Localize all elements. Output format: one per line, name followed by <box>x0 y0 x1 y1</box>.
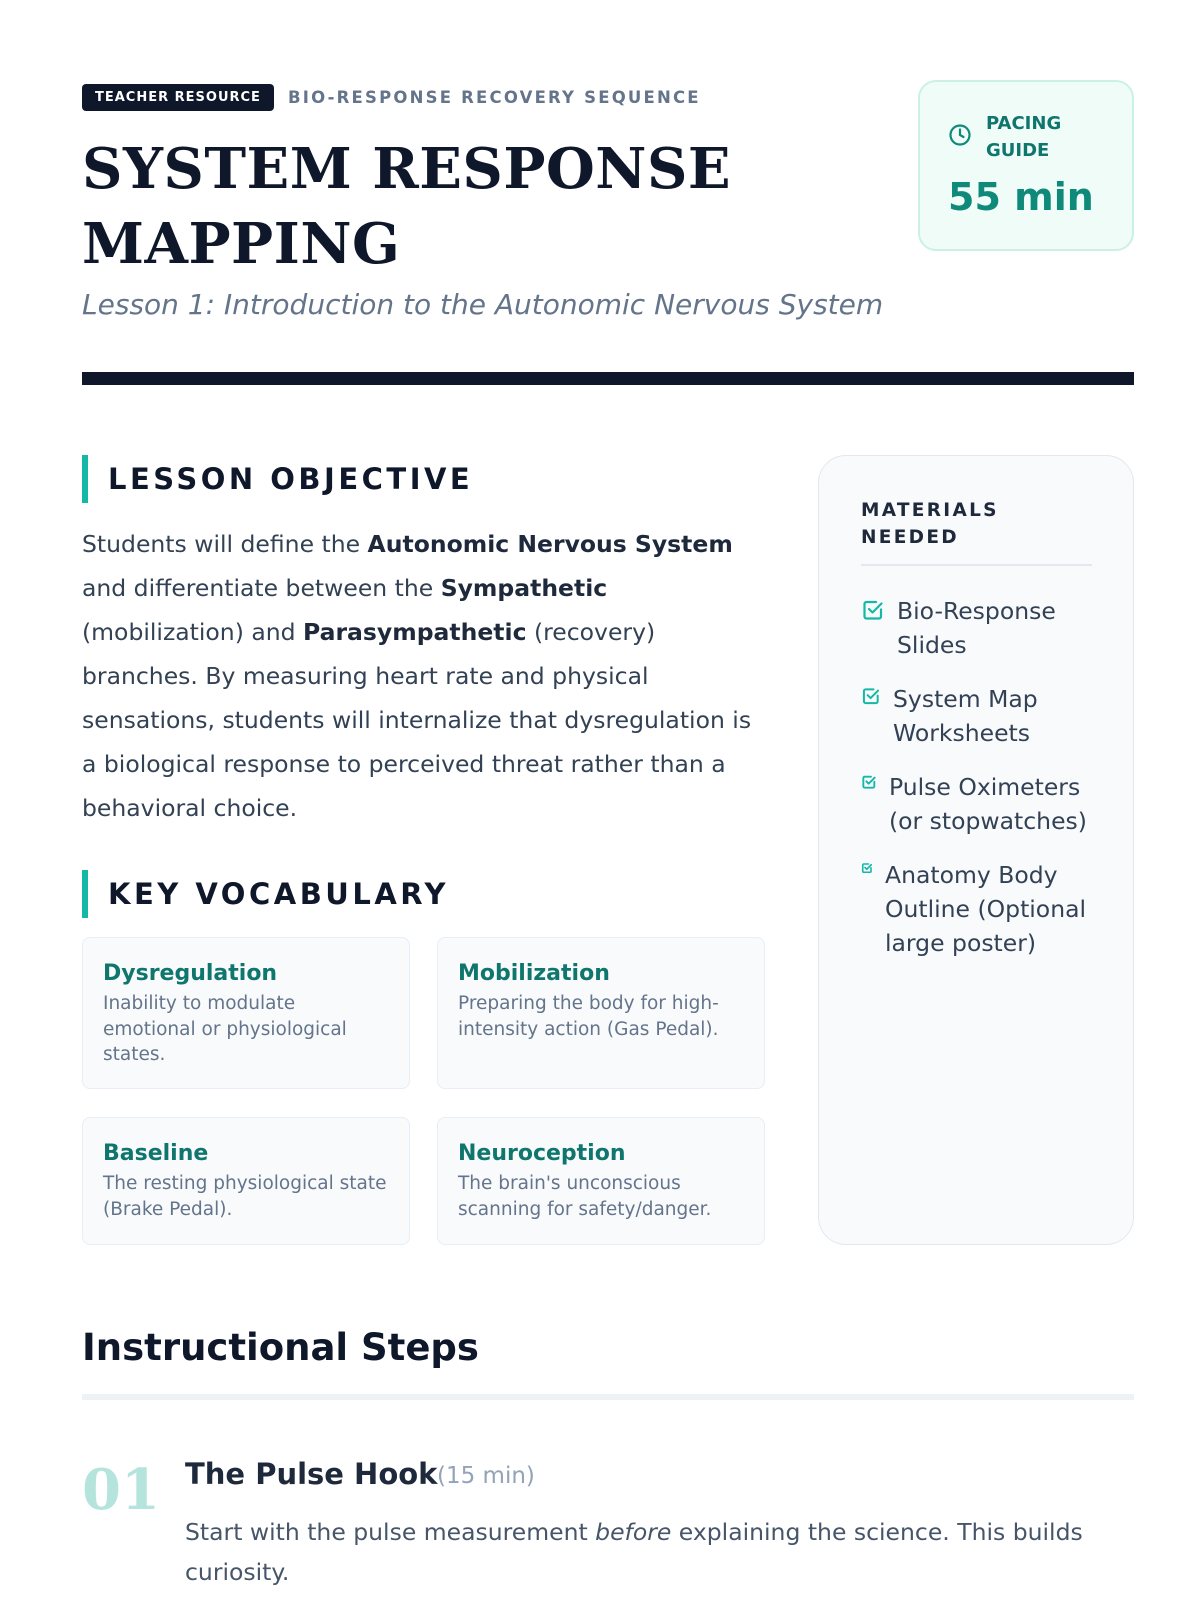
header-divider <box>82 372 1134 385</box>
title-line-2: MAPPING <box>82 211 401 277</box>
step-description <box>185 1512 1085 1592</box>
accent-bar <box>82 455 88 503</box>
vocab-card <box>82 937 410 1089</box>
lesson-page <box>82 0 1134 1600</box>
vocab-definition: Inability to modulate emotional or physiological states. <box>103 993 347 1065</box>
clock-icon <box>948 123 972 147</box>
materials-divider <box>861 564 1092 566</box>
title-line-1: SYSTEM RESPONSE <box>82 136 732 202</box>
materials-item <box>861 594 1101 662</box>
materials-title: MATERIALS NEEDED <box>861 500 999 548</box>
materials-item <box>861 682 1101 750</box>
objective-text <box>82 522 772 830</box>
checkbox-icon <box>861 598 885 622</box>
vocab-card <box>82 1117 410 1245</box>
term-sympathetic: Sympathetic <box>440 574 608 602</box>
materials-item-label: System Map Worksheets <box>893 685 1038 747</box>
materials-item-label: Pulse Oximeters (or stopwatches) <box>889 773 1087 835</box>
vocab-definition: The resting physiological state (Brake Pedal). <box>103 1173 387 1220</box>
vocab-term: Mobilization <box>458 961 610 986</box>
vocabulary-title: KEY VOCABULARY <box>108 877 450 911</box>
series-label: BIO-RESPONSE RECOVERY SEQUENCE <box>287 87 701 107</box>
objective-title: LESSON OBJECTIVE <box>108 462 474 496</box>
pacing-value: 55 min <box>948 175 1094 219</box>
objective-text-4: (recovery) branches. By measuring heart rate and physical sensations, students will internalize that dysregulation is a biological response to perceived threat rather than a behavioral choice. <box>82 618 752 822</box>
vocab-definition: Preparing the body for high-intensity action (Gas Pedal). <box>458 993 719 1040</box>
step-duration: (15 min) <box>437 1463 535 1489</box>
materials-item-label: Bio-Response Slides <box>897 597 1056 659</box>
vocabulary-heading <box>82 870 762 918</box>
steps-heading: Instructional Steps <box>82 1326 479 1369</box>
accent-bar <box>82 870 88 918</box>
step-emphasis: before <box>595 1518 672 1546</box>
objective-text-1: Students will define the <box>82 530 368 558</box>
objective-text-3: (mobilization) and <box>82 618 304 646</box>
materials-item <box>861 770 1101 838</box>
pacing-label: PACING GUIDE <box>986 113 1062 161</box>
tag-row <box>82 80 701 114</box>
vocab-term: Baseline <box>103 1141 209 1166</box>
vocab-card <box>437 1117 765 1245</box>
resource-tag: TEACHER RESOURCE <box>82 84 274 111</box>
vocab-card <box>437 937 765 1089</box>
step-title: The Pulse Hook <box>185 1457 438 1491</box>
term-parasympathetic: Parasympathetic <box>303 618 527 646</box>
header <box>82 80 1134 410</box>
objective-heading <box>82 455 762 503</box>
step-text-2: explaining the science. This builds curiosity. <box>185 1518 1083 1586</box>
vocab-term: Neuroception <box>458 1141 626 1166</box>
checkbox-icon <box>861 774 877 790</box>
materials-item-label: Anatomy Body Outline (Optional large poster) <box>885 861 1087 957</box>
steps-divider <box>82 1394 1134 1400</box>
term-autonomic: Autonomic Nervous System <box>367 530 733 558</box>
lesson-subtitle: Lesson 1: Introduction to the Autonomic Nervous System <box>82 288 884 321</box>
checkbox-icon <box>861 862 873 874</box>
objective-text-2: and differentiate between the <box>82 574 441 602</box>
pacing-guide-card <box>918 80 1134 251</box>
checkbox-icon <box>861 686 881 706</box>
materials-panel <box>818 455 1134 1245</box>
materials-item <box>861 858 1101 960</box>
step-text-1: Start with the pulse measurement <box>185 1518 596 1546</box>
step-number: 01 <box>82 1457 160 1523</box>
vocab-term: Dysregulation <box>103 961 278 986</box>
page-title <box>82 132 902 282</box>
vocab-definition: The brain's unconscious scanning for safety/danger. <box>458 1173 712 1220</box>
